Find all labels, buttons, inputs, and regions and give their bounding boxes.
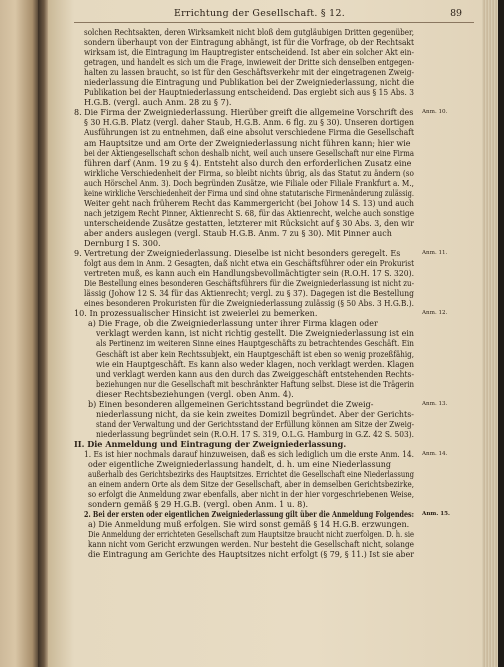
text-line-content: als Pertinenz im weiteren Sinne eines Hauptgeschäfts zu betrachtendes Geschäft. Ein	[96, 338, 414, 349]
text-line	[74, 47, 418, 57]
text-line-content: beziehungen nur die Gesellschaft mit beschränkter Haftung selbst. Diese ist die Trägerin	[96, 378, 414, 389]
text-line-content: wie ein Hauptgeschäft. Es kann also weder klagen, noch verklagt werden. Klagen	[96, 358, 414, 369]
text-line-content: 1. Es ist hier nochmals darauf hinzuweisen, daß es sich lediglich um die erste Anm. 14.	[84, 448, 414, 459]
text-line	[74, 379, 418, 389]
margin-note: Anm. 12.	[422, 310, 448, 317]
text-line	[74, 439, 418, 449]
text-line	[74, 448, 448, 459]
text-line-content: folgt aus dem in Anm. 2 Gesagten, daß nicht etwa ein Geschäftsführer oder ein Prokurist	[84, 258, 414, 269]
text-line	[74, 268, 418, 278]
text-line	[74, 228, 418, 238]
text-line-content: niederlassung nicht, da sie kein zweites Domizil begründet. Aber der Gerichts-	[96, 408, 414, 419]
text-line	[74, 238, 418, 248]
text-line	[74, 409, 418, 419]
text-line	[74, 359, 418, 369]
text-line	[74, 459, 418, 469]
text-line-content: sondern überhaupt von der Eintragung abhängt, ist für die Vorfrage, ob der Rechtsakt	[84, 37, 414, 48]
text-line-content: aber anders auslegen (vergl. Staub H.G.B. Anm. 7 zu § 30). Mit Pinner auch	[84, 227, 392, 238]
text-line-content: stand der Verwaltung und der Gerichtsstand der Erfüllung können am Sitze der Zweig-	[96, 418, 414, 429]
text-line	[74, 338, 418, 348]
text-line	[74, 429, 418, 439]
text-line	[74, 389, 418, 399]
text-line	[74, 248, 448, 259]
margin-note: Anm. 11.	[422, 250, 448, 257]
running-header-title: Errichtung der Gesellschaft. § 12.	[174, 8, 345, 19]
text-line-content: auch Hörschel Anm. 3). Doch begründen Zusätze, wie Filiale oder Filiale Frankfurt a. M.,	[84, 177, 414, 188]
text-line-content: niederlassung die Eintragung und Publikation bei der Zweigniederlassung, nicht die	[84, 77, 414, 88]
text-line-content: H.G.B. (vergl. auch Anm. 28 zu § 7).	[84, 97, 232, 108]
text-line-content: kann nicht vom Gericht erzwungen werden. Nur besteht die Gesellschaft nicht, solange	[88, 539, 414, 550]
text-line-content: niederlassung begründet sein (R.O.H. 17 S. 319, O.L.G. Hamburg in G.Z. 42 S. 503).	[96, 428, 414, 439]
text-line	[74, 529, 418, 539]
text-line-content: verklagt werden kann, ist nicht richtig gestellt. Die Zweigniederlassung ist ein	[96, 328, 414, 339]
page-stack-edge	[482, 0, 504, 667]
text-line-content: getragen, und handelt es sich um die Frage, inwieweit der Dritte sich denselben entgegen-	[84, 57, 414, 68]
text-line-content: bei der Aktiengesellschaft schon deshalb nicht, weil auch unsere Gesellschaft nur eine Firma	[84, 147, 414, 158]
text-line	[74, 499, 418, 509]
text-line-content: 8. Die Firma der Zweigniederlassung. Hierüber greift die allgemeine Vorschrift des	[74, 107, 414, 118]
text-line	[74, 87, 418, 97]
text-line	[74, 479, 418, 489]
text-line-content: die Eintragung am Gerichte des Hauptsitzes nicht erfolgt (§ 79, § 11.) Ist sie aber	[88, 549, 414, 560]
text-line	[74, 278, 418, 288]
body-text	[74, 27, 450, 560]
text-line-content: wirksam ist, die Eintragung im Hauptregister entscheidend. Ist aber ein solcher Akt ein-	[84, 47, 414, 58]
text-line	[74, 469, 418, 479]
text-line	[74, 97, 418, 107]
text-line	[74, 27, 418, 37]
text-line	[74, 369, 418, 379]
text-line-content: lässig (Johow 12 S. 34 für das Aktienrecht; vergl. zu § 37). Dagegen ist die Bestellung	[84, 288, 414, 299]
text-line-content: § 30 H.G.B. Platz (vergl. daher Staub, H.G.B. Anm. 6 flg. zu § 30). Unseren dortigen	[84, 117, 414, 128]
text-line	[74, 349, 418, 359]
text-line	[74, 539, 418, 549]
text-line-content: so erfolgt die Anmeldung zwar ebenfalls, aber nicht in der hier vorgeschriebenen Weise,	[88, 489, 414, 500]
text-line	[74, 37, 418, 47]
text-line-content: Dernburg I S. 300.	[84, 237, 161, 248]
text-line-content: am Hauptsitze und am Orte der Zweigniederlassung nicht führen kann; hier wie	[84, 137, 411, 148]
book-gutter	[38, 0, 48, 667]
page-number: 89	[450, 8, 462, 19]
text-line-content: Weiter geht nach früherem Recht das Kammergericht (bei Johow 14 S. 13) und auch	[84, 197, 414, 208]
text-line-content: Die Anmeldung der errichteten Gesellschaft zum Hauptsitze braucht nicht zuerfolgen. D. h. sie	[88, 529, 414, 540]
text-line	[74, 288, 418, 298]
text-line-content: sondern gemäß § 29 H.G.B. (vergl. oben Anm. 1 u. 8).	[88, 499, 309, 510]
text-line	[74, 178, 418, 188]
text-line-content: a) Die Frage, ob die Zweigniederlassung unter ihrer Firma klagen oder	[88, 318, 378, 329]
margin-note: Anm. 10.	[422, 109, 448, 116]
margin-note: Anm. 15.	[422, 511, 450, 518]
text-line	[74, 519, 418, 529]
text-line	[74, 258, 418, 268]
text-line-content: führen darf (Anm. 19 zu § 4). Entsteht also durch den erforderlichen Zusatz eine	[84, 157, 412, 168]
text-line	[74, 168, 418, 178]
text-line-content: Ausführungen ist zu entnehmen, daß eine absolut verschiedene Firma die Gesellschaft	[84, 127, 414, 138]
text-line	[74, 117, 418, 127]
text-line-content: b) Einen besonderen allgemeinen Gerichtsstand begründet die Zweig-	[88, 398, 374, 409]
text-line	[74, 298, 418, 308]
text-line-content: nach jetzigem Recht Pinner, Aktienrecht S. 68, für das Aktienrecht, welche auch sonstige	[84, 207, 414, 218]
text-line-content: wirkliche Verschiedenheit der Firma, so bleibt nichts übrig, als das Statut zu ändern (so	[84, 167, 414, 178]
text-line-content: an einem andern Orte als dem Sitze der Gesellschaft, aber in demselben Gerichtsbezirke,	[88, 479, 414, 490]
text-line	[74, 107, 448, 118]
text-line-content: und verklagt werden kann aus den durch das Zweiggeschäft entstehenden Rechts-	[96, 368, 414, 379]
text-line-content: II. Die Anmeldung und Eintragung der Zweigniederlassung.	[74, 438, 347, 449]
text-line	[74, 419, 418, 429]
text-line-content: oder eigentliche Zweigniederlassung handelt, d. h. um eine Niederlassung	[88, 459, 392, 470]
text-line	[74, 67, 418, 77]
text-line-content: Geschäft ist aber kein Rechtssubjekt, ein Hauptgeschäft ist eben so wenig prozeßfähig,	[96, 348, 414, 359]
text-line-content: unterscheidende Zusätze gestatten, letzterer mit Rücksicht auf § 30 Abs. 3, den wir	[84, 217, 414, 228]
text-line-content: keine wirkliche Verschiedenheit der Firma und sind ohne statutarische Firmenänderung zulässig.	[84, 187, 414, 198]
text-line-content: dieser Rechtsbeziehungen (vergl. oben Anm. 4).	[96, 388, 294, 399]
text-line	[74, 398, 448, 409]
text-line	[74, 57, 418, 67]
text-line-content: solchen Rechtsakten, deren Wirksamkeit nicht bloß dem gutgläubigen Dritten gegenüber,	[84, 27, 414, 37]
text-line-content: Die Bestellung eines besonderen Geschäftsführers für die Zweigniederlassung ist nicht zu-	[84, 278, 414, 289]
text-line	[74, 188, 418, 198]
text-line	[74, 318, 418, 328]
text-line-content: 9. Vertretung der Zweigniederlassung. Dieselbe ist nicht besonders geregelt. Es	[74, 248, 401, 259]
running-header	[74, 8, 474, 22]
text-line	[74, 549, 418, 559]
text-line	[74, 148, 418, 158]
text-line	[74, 198, 418, 208]
text-line-content: außerhalb des Gerichtsbezirks des Hauptsitzes. Errichtet die Gesellschaft eine Niederlassung	[88, 469, 414, 480]
text-line	[74, 218, 418, 228]
text-line-content: vertreten muß, es kann auch ein Handlungsbevollmächtigter sein (R.O.H. 17 S. 320).	[84, 268, 414, 279]
text-line	[74, 489, 418, 499]
text-line	[74, 208, 418, 218]
text-line	[74, 127, 418, 137]
text-line	[74, 77, 418, 87]
text-line	[74, 328, 418, 338]
margin-note: Anm. 13.	[422, 400, 448, 407]
text-line-content: 10. In prozessualischer Hinsicht ist zweierlei zu bemerken.	[74, 308, 318, 319]
text-line-content: a) Die Anmeldung muß erfolgen. Sie wird sonst gemäß § 14 H.G.B. erzwungen.	[88, 519, 410, 530]
header-rule	[74, 22, 474, 23]
text-line-content: Publikation bei der Hauptniederlassung entscheidend. Das ergiebt sich aus § 15 Abs. 3	[84, 87, 414, 98]
margin-note: Anm. 14.	[422, 450, 448, 457]
text-line-content: 2. Bei der ersten oder eigentlichen Zweigniederlassung gilt über die Anmeldung Folgendes:	[84, 509, 414, 520]
text-line	[74, 509, 450, 520]
text-line	[74, 308, 448, 319]
text-line-content: halten zu lassen braucht, so ist für den Geschäftsverkehr mit der eingetragenen Zweig-	[84, 67, 414, 78]
text-line	[74, 138, 418, 148]
left-page-edge	[0, 0, 38, 667]
text-line-content: eines besonderen Prokuristen für die Zweigniederlassung zulässig (§ 50 Abs. 3 H.G.B.).	[84, 298, 414, 309]
text-line	[74, 158, 418, 168]
